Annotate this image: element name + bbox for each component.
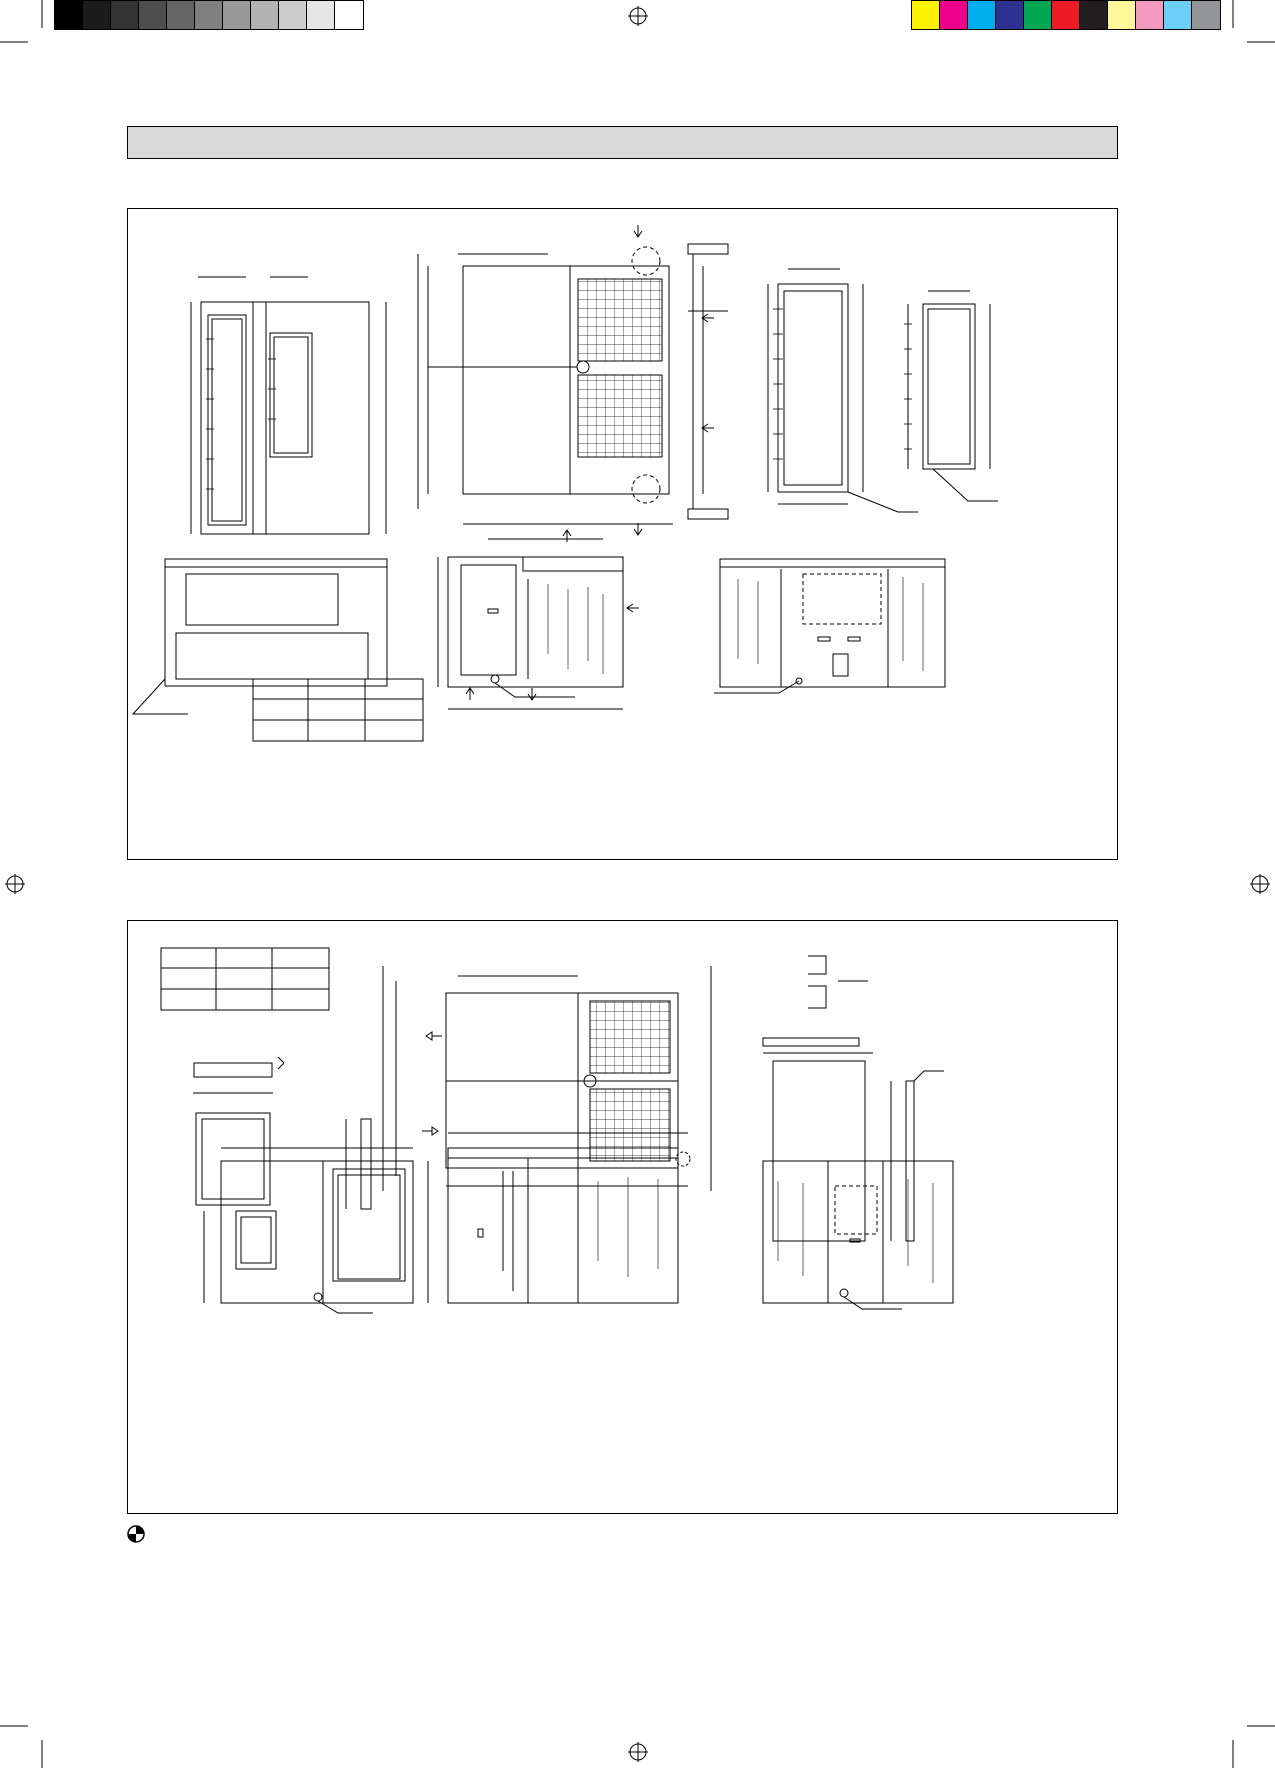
color-calibration-bar <box>911 0 1221 30</box>
caution-icon <box>126 1524 146 1544</box>
gray-swatch <box>195 1 223 29</box>
top-view-with-filters <box>418 225 714 539</box>
side-elevation <box>438 530 639 709</box>
left-elevation <box>204 1148 428 1313</box>
gray-swatch <box>251 1 279 29</box>
gray-swatch <box>139 1 167 29</box>
gray-swatch <box>55 1 83 29</box>
front-elevation-lower <box>448 1133 688 1303</box>
color-swatch <box>968 1 996 29</box>
gray-swatch <box>167 1 195 29</box>
gray-swatch <box>307 1 335 29</box>
color-swatch <box>912 1 940 29</box>
gray-swatch <box>83 1 111 29</box>
gray-swatch <box>111 1 139 29</box>
side-flange-view <box>688 244 918 519</box>
side-detail <box>763 956 944 1241</box>
section-title-bar <box>127 126 1118 159</box>
top-view-with-filters-lower <box>383 966 711 1191</box>
gray-swatch <box>223 1 251 29</box>
color-swatch <box>1024 1 1052 29</box>
color-swatch <box>1080 1 1108 29</box>
color-swatch <box>940 1 968 29</box>
registration-target-top <box>628 6 648 26</box>
color-swatch <box>1052 1 1080 29</box>
registration-target-left <box>5 874 25 894</box>
registration-target-right <box>1250 874 1270 894</box>
grayscale-calibration-bar <box>54 0 364 30</box>
color-swatch <box>1136 1 1164 29</box>
lower-technical-drawing <box>128 921 1116 1513</box>
flange-detail <box>193 1057 371 1209</box>
end-flange-view <box>904 291 998 501</box>
color-swatch <box>1192 1 1220 29</box>
duct-flange-view <box>191 277 386 559</box>
lower-drawing-panel <box>127 920 1118 1514</box>
rear-elevation <box>714 559 945 693</box>
right-elevation-lower <box>763 1161 953 1309</box>
upper-technical-drawing <box>128 209 1116 859</box>
gray-swatch <box>279 1 307 29</box>
registration-target-bottom <box>628 1742 648 1762</box>
upper-dimension-table <box>253 679 423 741</box>
front-elevation <box>133 559 387 714</box>
gray-swatch <box>335 1 363 29</box>
color-swatch <box>1164 1 1192 29</box>
color-swatch <box>1108 1 1136 29</box>
upper-drawing-panel <box>127 208 1118 860</box>
color-swatch <box>996 1 1024 29</box>
lower-dimension-table <box>161 948 329 1010</box>
